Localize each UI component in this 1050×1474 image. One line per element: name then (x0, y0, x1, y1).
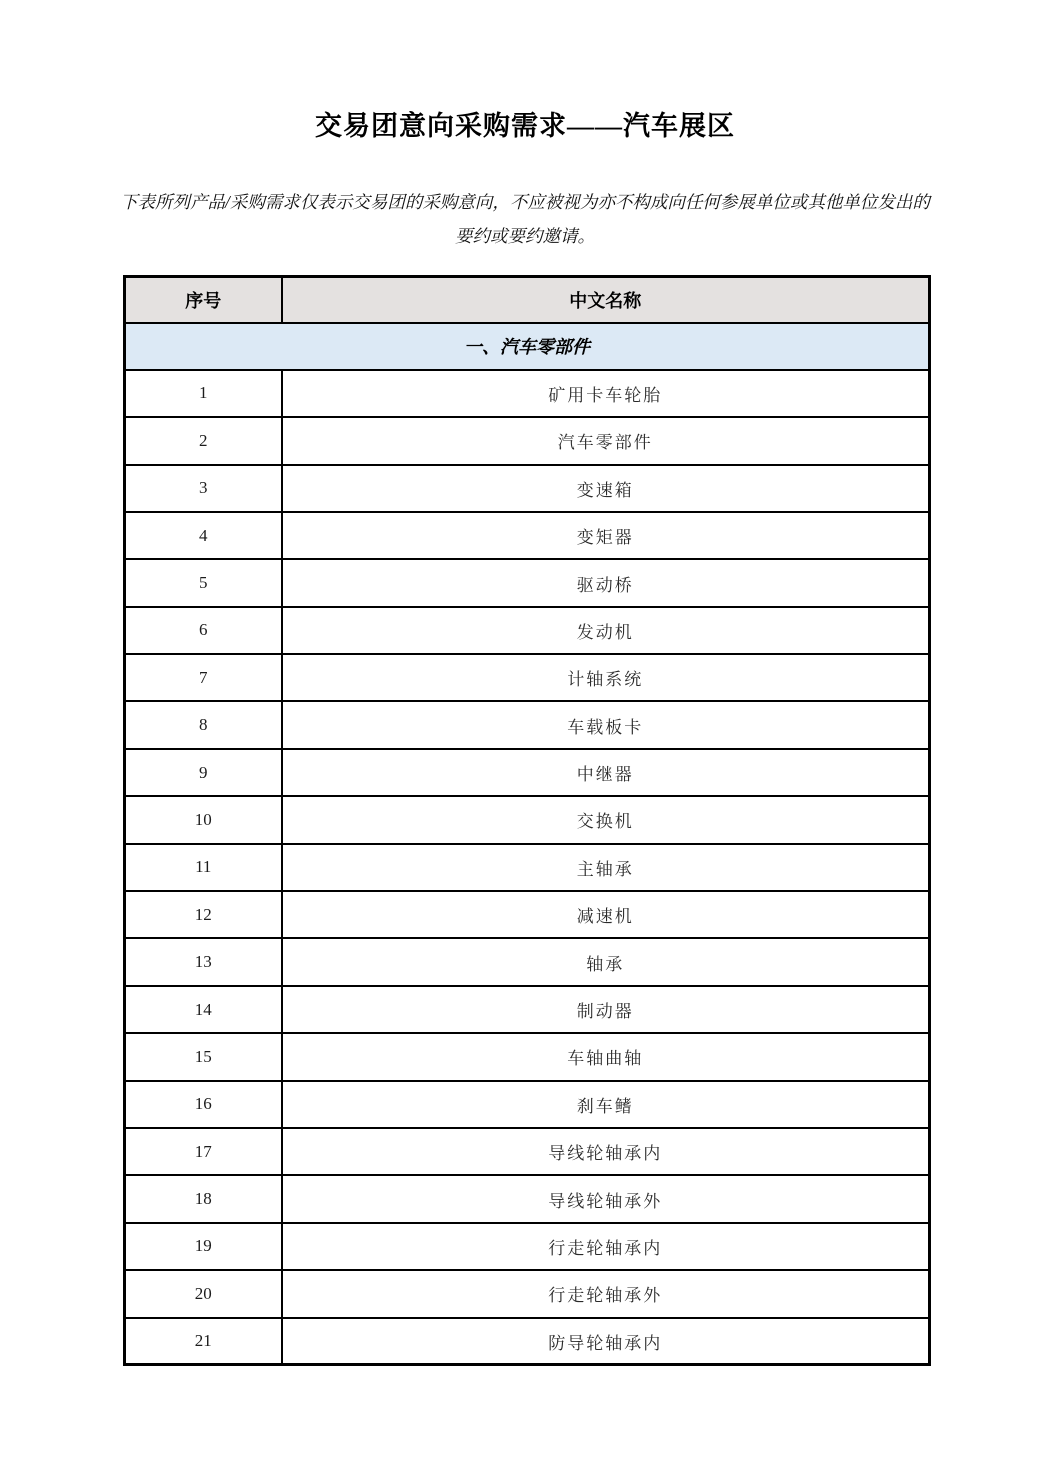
table-row (125, 986, 930, 1033)
row-serial-number: 7 (125, 654, 282, 701)
table-row (125, 938, 930, 985)
row-item-name: 汽车零部件 (282, 417, 930, 464)
table-row (125, 654, 930, 701)
row-serial-number: 9 (125, 749, 282, 796)
row-item-name: 发动机 (282, 607, 930, 654)
row-serial-number: 15 (125, 1033, 282, 1080)
section-header-row (125, 323, 930, 370)
row-item-name: 导线轮轴承内 (282, 1128, 930, 1175)
row-item-name: 变矩器 (282, 512, 930, 559)
row-serial-number: 18 (125, 1175, 282, 1222)
row-serial-number: 11 (125, 844, 282, 891)
table-row (125, 1318, 930, 1365)
row-item-name: 车载板卡 (282, 701, 930, 748)
row-item-name: 车轴曲轴 (282, 1033, 930, 1080)
column-header-chinese-name: 中文名称 (282, 277, 930, 323)
table-row (125, 370, 930, 417)
table-row (125, 891, 930, 938)
row-serial-number: 5 (125, 559, 282, 606)
procurement-table (123, 275, 931, 1366)
table-row (125, 465, 930, 512)
row-serial-number: 4 (125, 512, 282, 559)
table-row (125, 749, 930, 796)
row-item-name: 驱动桥 (282, 559, 930, 606)
table-row (125, 1270, 930, 1317)
row-item-name: 行走轮轴承内 (282, 1223, 930, 1270)
row-serial-number: 14 (125, 986, 282, 1033)
table-row (125, 1128, 930, 1175)
row-item-name: 制动器 (282, 986, 930, 1033)
row-item-name: 减速机 (282, 891, 930, 938)
row-serial-number: 20 (125, 1270, 282, 1317)
row-item-name: 计轴系统 (282, 654, 930, 701)
row-serial-number: 16 (125, 1081, 282, 1128)
table-row (125, 512, 930, 559)
row-item-name: 变速箱 (282, 465, 930, 512)
table-row (125, 417, 930, 464)
table-header-row (125, 277, 930, 323)
row-item-name: 防导轮轴承内 (282, 1318, 930, 1365)
row-item-name: 导线轮轴承外 (282, 1175, 930, 1222)
row-item-name: 矿用卡车轮胎 (282, 370, 930, 417)
table-row (125, 559, 930, 606)
row-item-name: 交换机 (282, 796, 930, 843)
table-row (125, 1175, 930, 1222)
row-serial-number: 19 (125, 1223, 282, 1270)
table-row (125, 607, 930, 654)
section-title: 一、汽车零部件 (125, 323, 930, 370)
row-serial-number: 2 (125, 417, 282, 464)
row-item-name: 刹车鳍 (282, 1081, 930, 1128)
table-row (125, 1081, 930, 1128)
table-row (125, 1223, 930, 1270)
row-serial-number: 13 (125, 938, 282, 985)
table-row (125, 701, 930, 748)
row-serial-number: 10 (125, 796, 282, 843)
row-serial-number: 8 (125, 701, 282, 748)
row-serial-number: 6 (125, 607, 282, 654)
row-item-name: 轴承 (282, 938, 930, 985)
row-serial-number: 12 (125, 891, 282, 938)
row-item-name: 主轴承 (282, 844, 930, 891)
row-item-name: 中继器 (282, 749, 930, 796)
column-header-serial: 序号 (125, 277, 282, 323)
row-serial-number: 21 (125, 1318, 282, 1365)
table-row (125, 796, 930, 843)
page-title: 交易团意向采购需求——汽车展区 (315, 111, 735, 141)
table-row (125, 1033, 930, 1080)
disclaimer-text: 下表所列产品/采购需求仅表示交易团的采购意向，不应被视为亦不构成向任何参展单位或其他单位发出的要约或要约邀请。 (120, 192, 930, 247)
row-serial-number: 3 (125, 465, 282, 512)
row-serial-number: 1 (125, 370, 282, 417)
row-item-name: 行走轮轴承外 (282, 1270, 930, 1317)
table-row (125, 844, 930, 891)
row-serial-number: 17 (125, 1128, 282, 1175)
